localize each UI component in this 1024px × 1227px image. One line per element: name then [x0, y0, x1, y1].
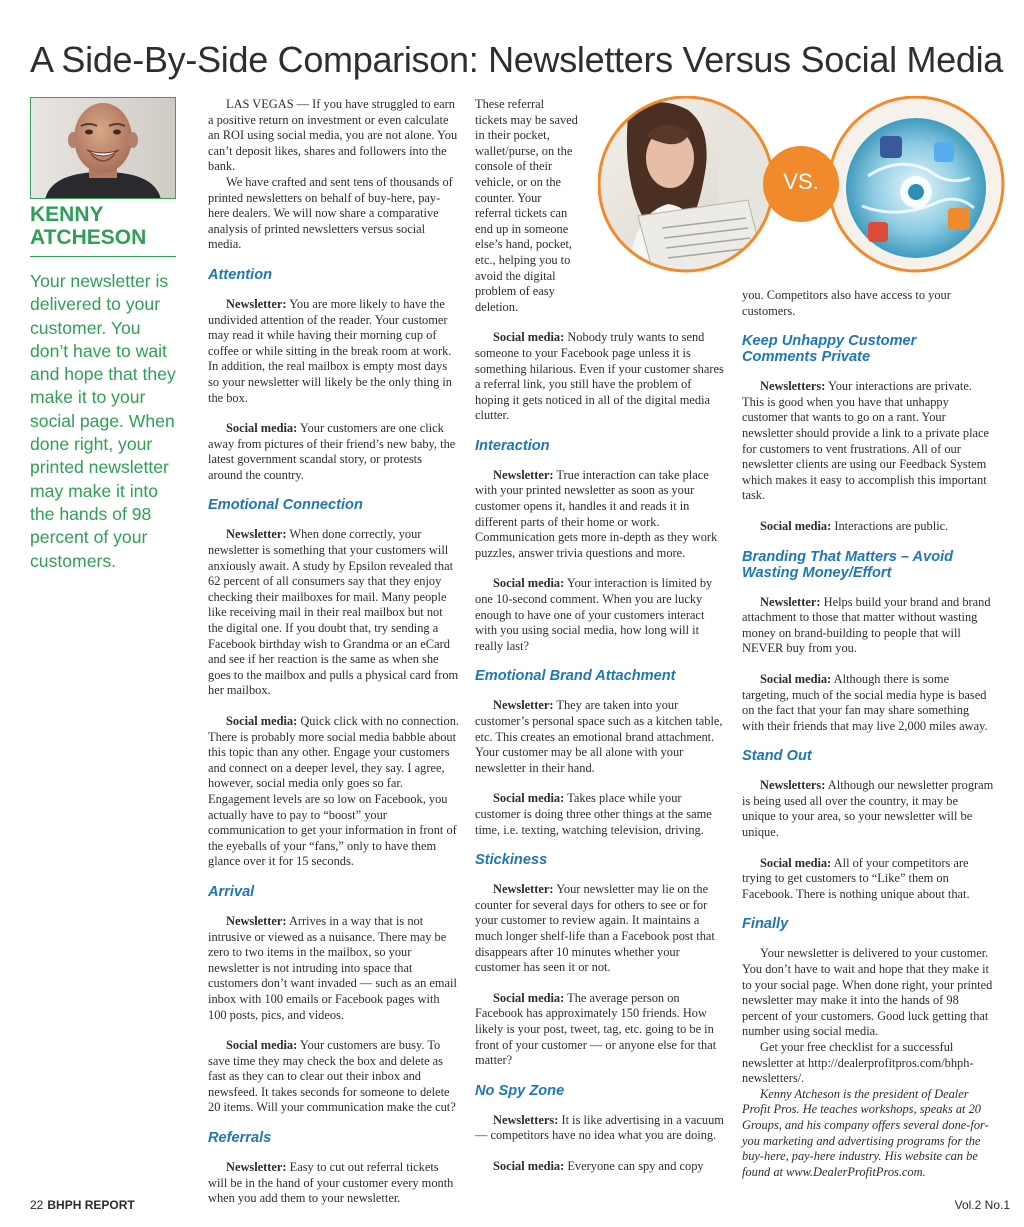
paragraph-text: When done correctly, your newsletter is something that your customers will anxiously await. A study by Epsilon revealed that 62 percent of all consumers say that they enjoy checking their mailboxes for mail. Many people like receiving mail in their real mailbox but not the digital one. If you doubt that, try sending a Facebook birthday wish to Grandma or an eCard and see if her reaction is the same as when she goes to the mailbox and pulls a physical card from her mailbox.: [208, 527, 459, 698]
newsletter-paragraph: [742, 379, 994, 504]
paragraph-text: Helps build your brand and brand attachment to those that matter without wasting money on brand-building to people that will NEVER buy from you.: [742, 594, 991, 656]
paragraph-text: It is like advertising in a vacuum — competitors have no idea what you are doing.: [475, 1112, 724, 1143]
finally-paragraph: Your newsletter is delivered to your customer. You don’t have to wait and hope that they make it to your social page. When done right, your printed newsletter may make it into the hands of 98 percent of your customers. Good luck getting that number using social media.: [742, 946, 993, 1039]
section-heading-private: Keep Unhappy Customer Comments Private: [742, 333, 917, 366]
article-column-1: [208, 97, 459, 1207]
social-media-paragraph: [475, 1159, 725, 1175]
section-heading-stand-out: Stand Out: [742, 748, 812, 765]
section-heading-interaction: Interaction: [475, 437, 550, 454]
paragraph-text: Takes place while your customer is doing three other things at the same time, i.e. texting, watching television, driving.: [475, 791, 712, 837]
social-media-paragraph: [208, 714, 459, 870]
newsletter-label: Newsletter:: [226, 296, 287, 311]
newsletter-paragraph: [475, 882, 725, 976]
newsletter-label: Newsletter:: [226, 913, 287, 928]
paragraph-text: The average person on Facebook has approximately 150 friends. How likely is your post, tweet, tag, etc. going to be in front of your customer — or anyone else for that matter?: [475, 990, 717, 1068]
social-media-label: Social media:: [226, 714, 298, 728]
newsletter-label: Newsletters:: [760, 379, 826, 394]
social-media-paragraph: [475, 576, 725, 654]
social-media-paragraph: [742, 519, 994, 535]
social-media-label: Social media:: [760, 855, 832, 870]
paragraph-text: Nobody truly wants to send someone to your Facebook page unless it is something hilarious. Even if your customer shares a referral link, you still have the problem of hoping it gets noticed in all of the digital media clutter.: [475, 330, 724, 423]
section-heading-emotional-connection: Emotional Connection: [208, 497, 363, 514]
newsletter-paragraph: [475, 1113, 725, 1144]
social-media-label: Social media:: [226, 421, 298, 436]
paragraph-text: Although our newsletter program is being used all over the country, it may be unique to your area, so your newsletter will be unique.: [742, 778, 994, 840]
social-media-paragraph: [208, 421, 459, 483]
paragraph-text: Interactions are public.: [834, 518, 949, 533]
social-media-paragraph: [475, 330, 725, 424]
newsletter-label: Newsletters:: [493, 1112, 559, 1127]
section-heading-stickiness: Stickiness: [475, 852, 548, 869]
newsletter-paragraph: [208, 1160, 459, 1207]
social-media-label: Social media:: [493, 791, 565, 806]
paragraph-text: Quick click with no connection. There is probably more social media babble about this topic than any other. Engage your customers and connect on a deeper level, they say. I agree, however, social media only goes so far. Engagement levels are so low on Facebook, you actually have to pay to “boost” your communication to get your information in front of the eyeballs of your “fans,” only to have them glance over it for 15 seconds.: [208, 714, 459, 869]
pull-quote: Your newsletter is delivered to your customer. You don’t have to wait and hope that they make it to your social page. When done right, your printed newsletter may make it into the hands of 98 percent of your customers.: [30, 271, 176, 571]
social-media-paragraph: [742, 856, 994, 903]
newsletter-paragraph: [208, 914, 459, 1023]
newsletter-label: Newsletter:: [226, 1160, 287, 1175]
newsletter-paragraph: [742, 778, 994, 840]
section-heading-referrals: Referrals: [208, 1130, 272, 1147]
footer-left: [30, 1197, 135, 1213]
article-title: A Side-By-Side Comparison: Newsletters Versus Social Media: [30, 39, 1004, 80]
author-photo: [30, 97, 176, 199]
newsletter-label: Newsletter:: [226, 527, 287, 542]
paragraph-text: Easy to cut out referral tickets will be in the hand of your customer every month when you add them to your newsletter.: [208, 1160, 454, 1206]
section-heading-finally: Finally: [742, 916, 789, 933]
social-media-label: Social media:: [493, 990, 565, 1005]
intro-paragraph: LAS VEGAS — If you have struggled to earn a positive return on investment or even calculate an ROI using social media, you are not alone. You can’t deposit likes, shares and followers into the bank.: [208, 97, 458, 174]
social-media-label: Social media:: [493, 576, 565, 591]
author-divider: [30, 256, 176, 257]
section-heading-attention: Attention: [208, 266, 273, 283]
paragraph-text: True interaction can take place with your printed newsletter as soon as your customer opens it, handles it and reads it in different parts of their home or work. Communication gets more in-depth as they work puzzles, answer trivia questions and more.: [475, 467, 718, 560]
social-media-paragraph: [208, 1038, 459, 1116]
newsletter-label: Newsletter:: [493, 882, 554, 897]
author-bio: Kenny Atcheson is the president of Dealer Profit Pros. He teaches workshops, speaks at 20 Groups, and his company offers several done-for-you marketing and advertising programs for the buy-here, pay-here industry. His website can be found at www.DealerProfitPros.com.: [742, 1086, 989, 1179]
paragraph-text: Your customers are one click away from pictures of their friend’s new baby, the latest government scandal story, or protests around the country.: [208, 421, 456, 482]
social-media-paragraph: [475, 791, 725, 838]
magazine-name: BHPH REPORT: [47, 1198, 135, 1212]
social-media-paragraph: [475, 991, 725, 1069]
social-media-label: Social media:: [493, 330, 565, 345]
paragraph-text: Although there is some targeting, much of the social media hype is based on the fact that your fan may share something with their friends that may live 2,000 miles away.: [742, 671, 988, 733]
paragraph-text: They are taken into your customer’s personal space such as a kitchen table, etc. This creates an emotional brand attachment. Your customer may be all alone with your newsletter in their hand.: [475, 698, 723, 775]
newsletter-label: Newsletter:: [493, 698, 554, 713]
paragraph-text: Your newsletter may lie on the counter for several days for others to see or for your customer to review again. It maintains a much longer shelf-life than a Facebook post that disappears after 10 minutes whether your customer has seen it or not.: [475, 882, 715, 975]
social-media-label: Social media:: [493, 1158, 565, 1173]
paragraph-text: Your interaction is limited by one 10-second comment. When you are lucky enough to have one of your customers interact with you using social media, how long will it really last?: [475, 576, 713, 653]
paragraph-text: Your interactions are private. This is good when you have that unhappy customer that wants to go on a rant. Your newsletter should provide a link to a private place for customers to vent frustrations. All of our newsletter clients are using our Feedback System which makes it easy to accomplish this important task.: [742, 379, 990, 503]
newsletter-label: Newsletter:: [493, 467, 554, 482]
paragraph-text: All of your competitors are trying to get customers to “Like” them on Facebook. There is nothing unique about that.: [742, 855, 970, 901]
paragraph-text: Arrives in a way that is not intrusive or viewed as a nuisance. There may be zero to two items in the mailbox, so your newsletter is not intruding into space that customers don’t want invaded — such as an email inbox with 100 emails or Facebook pages with 100 posts, pics, and videos.: [208, 913, 457, 1022]
section-heading-brand-attachment: Emotional Brand Attachment: [475, 668, 676, 685]
article-column-2: [475, 97, 725, 1174]
newsletter-paragraph: [475, 468, 725, 562]
checklist-paragraph: Get your free checklist for a successful newsletter at http://dealerprofitpros.com/bhph-newsletters/.: [742, 1040, 974, 1086]
intro-paragraph: We have crafted and sent tens of thousands of printed newsletters on behalf of buy-here, pay-here dealers. We will now share a comparative analysis of printed newsletters versus social media.: [208, 174, 453, 252]
newsletter-paragraph: [742, 595, 994, 657]
newsletter-label: Newsletter:: [760, 594, 821, 609]
article-column-3: [742, 288, 994, 1180]
social-media-label: Social media:: [226, 1038, 298, 1053]
social-media-paragraph: [742, 672, 994, 734]
newsletter-label: Newsletters:: [760, 778, 826, 793]
page-number: 22: [30, 1198, 44, 1212]
no-spy-zone-continued: you. Competitors also have access to your customers.: [742, 288, 951, 318]
section-heading-arrival: Arrival: [208, 883, 255, 900]
social-media-label: Social media:: [760, 518, 832, 533]
newsletter-paragraph: [475, 698, 725, 776]
social-media-label: Social media:: [760, 671, 832, 686]
author-name: KENNY ATCHESON: [30, 203, 147, 249]
issue-label: Vol.2 No.1: [954, 1198, 1010, 1212]
section-heading-branding: Branding That Matters – Avoid Wasting Money/Effort: [742, 548, 954, 581]
paragraph-text: Everyone can spy and copy: [567, 1158, 704, 1173]
paragraph-text: Your customers are busy. To save time they may check the box and delete as fast as they can to clear out their inbox and newsfeed. It takes seconds for someone to delete 20 items. Will your communication make the cut?: [208, 1038, 456, 1115]
referrals-continued: These referral tickets may be saved in their pocket, wallet/purse, on the console of their vehicle, or on the counter. Your referral tickets can end up in someone else’s hand, pocket, etc., helping you to avoid the digital problem of easy deletion.: [475, 97, 578, 314]
section-heading-no-spy-zone: No Spy Zone: [475, 1082, 565, 1099]
paragraph-text: You are more likely to have the undivided attention of the reader. Your customer may read it while having their morning cup of coffee or while sitting in the break room at work. In addition, the real mailbox is empty most days so your newsletter will likely be the only thing in the box.: [208, 296, 452, 405]
vs-label: VS.: [783, 169, 819, 194]
newsletter-paragraph: [208, 297, 459, 406]
newsletter-paragraph: [208, 527, 459, 699]
